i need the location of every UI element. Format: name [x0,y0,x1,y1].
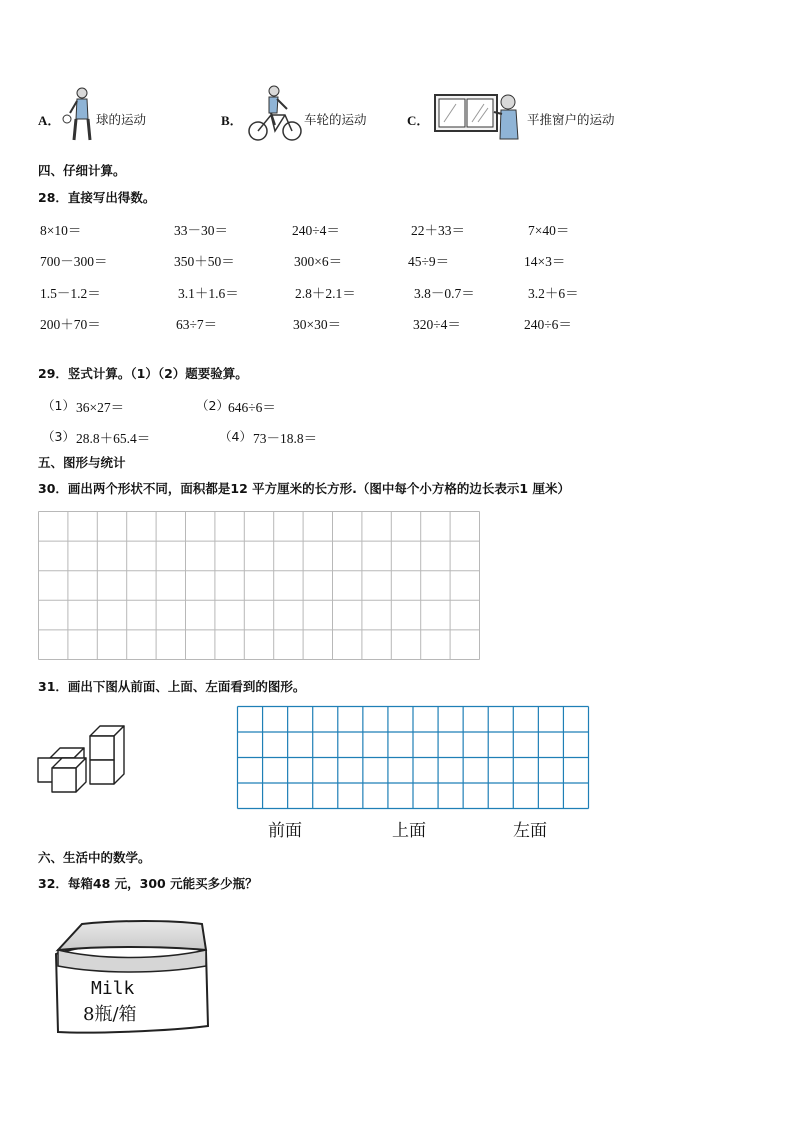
q28-expr: 2.8＋2.1＝ [295,286,356,301]
q31-title: 31．画出下图从前面、上面、左面看到的图形。 [38,679,306,694]
q28-expr: 240÷6＝ [524,317,572,332]
q29-item-expr: 28.8＋65.4＝ [76,431,151,446]
q29-title: 29．竖式计算。（1）（2）题要验算。 [38,366,248,381]
q28-title: 28．直接写出得数。 [38,190,156,205]
q32-title: 32．每箱48 元，300 元能买多少瓶？ [38,876,258,891]
q28-expr: 63÷7＝ [176,317,218,332]
person-riding-bicycle-picture [247,85,303,145]
q28-expr: 300×6＝ [294,254,343,269]
q28-expr: 350＋50＝ [174,254,235,269]
option-b-text: 车轮的运动 [304,112,367,127]
caption-left: 左面 [513,821,547,841]
q28-expr: 200＋70＝ [40,317,101,332]
milk-box-label-line2: 8瓶/箱 [83,1004,137,1025]
q30-square-grid[interactable] [38,511,480,660]
q29-item-number: （4） [219,429,252,444]
q28-expr: 3.1＋1.6＝ [178,286,239,301]
q29-item-expr: 36×27＝ [76,400,125,415]
person-bouncing-ball-picture [60,85,100,145]
option-a-text: 球的运动 [96,112,147,127]
section-6-title: 六、生活中的数学。 [38,850,151,865]
q29-item-expr: 73－18.8＝ [253,431,318,446]
caption-front: 前面 [268,821,302,841]
person-sliding-window-picture [434,92,526,140]
option-c-text: 平推窗户的运动 [527,112,615,127]
q28-expr: 33－30＝ [174,223,228,238]
milk-box-label-line1: Milk [91,978,135,999]
cube-stack-figure [38,722,130,800]
caption-top: 上面 [392,821,426,841]
q28-expr: 30×30＝ [293,317,342,332]
option-b-letter: B． [221,113,243,128]
q31-blue-grid[interactable] [237,706,589,809]
q28-expr: 700－300＝ [40,254,108,269]
q28-expr: 240÷4＝ [292,223,340,238]
q29-item-number: （2） [196,398,229,413]
option-c-letter: C． [407,113,430,128]
q29-item-number: （1） [42,398,75,413]
q28-expr: 320÷4＝ [413,317,461,332]
q28-expr: 1.5－1.2＝ [40,286,101,301]
q29-item-number: （3） [42,429,75,444]
section-5-title: 五、图形与统计 [38,455,126,470]
q28-expr: 14×3＝ [524,254,566,269]
q30-title: 30．画出两个形状不同，面积都是12 平方厘米的长方形.（图中每个小方格的边长表示1 厘米） [38,481,570,496]
q28-expr: 3.8－0.7＝ [414,286,475,301]
q28-expr: 3.2＋6＝ [528,286,579,301]
q28-expr: 8×10＝ [40,223,82,238]
section-4-title: 四、仔细计算。 [38,163,126,178]
q28-expr: 22＋33＝ [411,223,465,238]
q29-item-expr: 646÷6＝ [228,400,276,415]
q28-expr: 45÷9＝ [408,254,450,269]
option-a-letter: A． [38,113,61,128]
q28-expr: 7×40＝ [528,223,570,238]
